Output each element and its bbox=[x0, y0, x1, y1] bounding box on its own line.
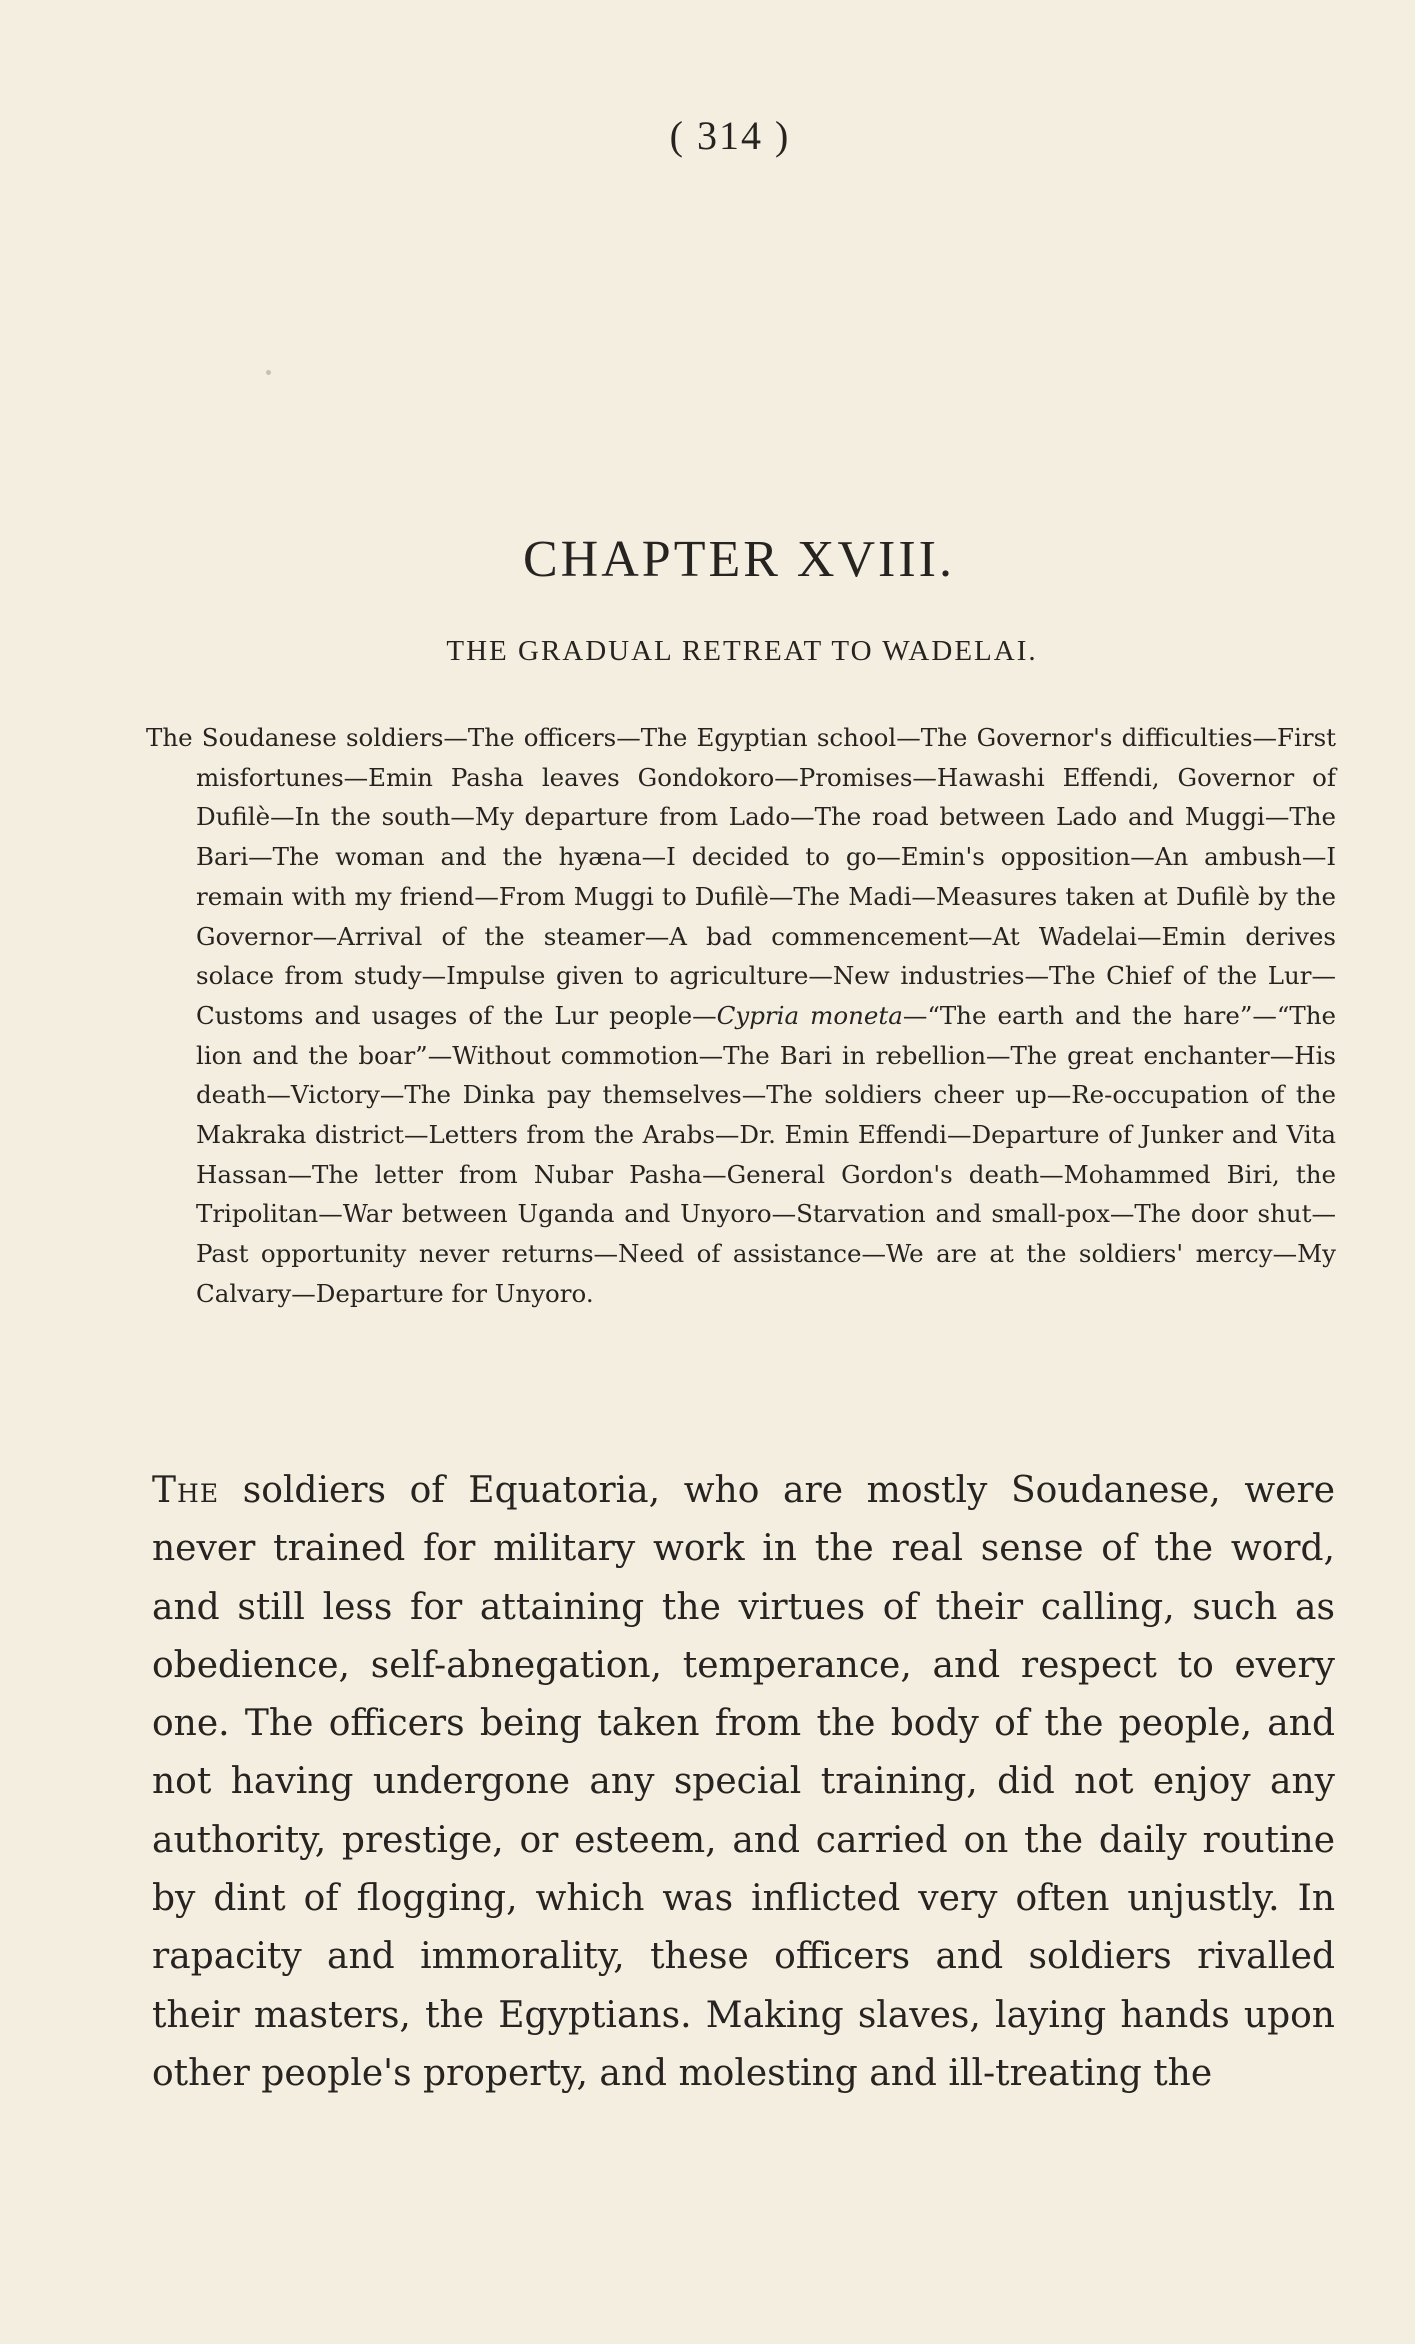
body-lead-word: The bbox=[152, 1470, 220, 1511]
paper-speck bbox=[266, 370, 271, 375]
chapter-synopsis bbox=[146, 718, 1336, 1314]
synopsis-text-part-2: —“The earth and the hare”—“The lion and the boar”—Without commotion—The Bari in rebellion—The great enchanter—His death—Victory—The Dinka pay themselves—The soldiers cheer up—Re-occupation of the Makraka district—Letters from the Arabs—Dr. Emin Effendi—Departure of Junker and Vita Hassan—The letter from Nubar Pasha—General Gordon's death—Mohammed Biri, the Tripolitan—War between Uganda and Unyoro—Starvation and small-pox—The door shut—Past opportunity never returns—Need of assistance—We are at the soldiers' mercy—My Calvary—Departure for Unyoro. bbox=[196, 1000, 1336, 1308]
page-number: ( 314 ) bbox=[669, 113, 791, 158]
chapter-subtitle: THE GRADUAL RETREAT TO WADELAI. bbox=[446, 635, 1038, 667]
synopsis-italic-term: Cypria moneta bbox=[716, 1000, 903, 1030]
chapter-title: CHAPTER XVIII. bbox=[523, 531, 955, 588]
body-paragraph bbox=[152, 1462, 1335, 2103]
body-text: soldiers of Equatoria, who are mostly Soudanese, were never trained for military work in the real sense of the word, and still less for attaining the virtues of their calling, such as obedience, self-abnegation, temperance, and respect to every one. The officers being taken from the body of the people, and not having undergone any special training, did not enjoy any authority, prestige, or esteem, and carried on the daily routine by dint of flogging, which was inflicted very often unjustly. In rapacity and immorality, these officers and soldiers rivalled their masters, the Egyptians. Making slaves, laying hands upon other people's property, and molesting and ill-treating the bbox=[152, 1470, 1335, 2094]
synopsis-text-part-1: The Soudanese soldiers—The officers—The Egyptian school—The Governor's difficulties—First misfortunes—Emin Pasha leaves Gondokoro—Promises—Hawashi Effendi, Governor of Dufilè—In the south—My departure from Lado—The road between Lado and Muggi—The Bari—The woman and the hyæna—I decided to go—Emin's opposition—An ambush—I remain with my friend—From Muggi to Dufilè—The Madi—Measures taken at Dufilè by the Governor—Arrival of the steamer—A bad commencement—At Wadelai—Emin derives solace from study—Impulse given to agriculture—New industries—The Chief of the Lur—Customs and usages of the Lur people— bbox=[146, 723, 1336, 1030]
